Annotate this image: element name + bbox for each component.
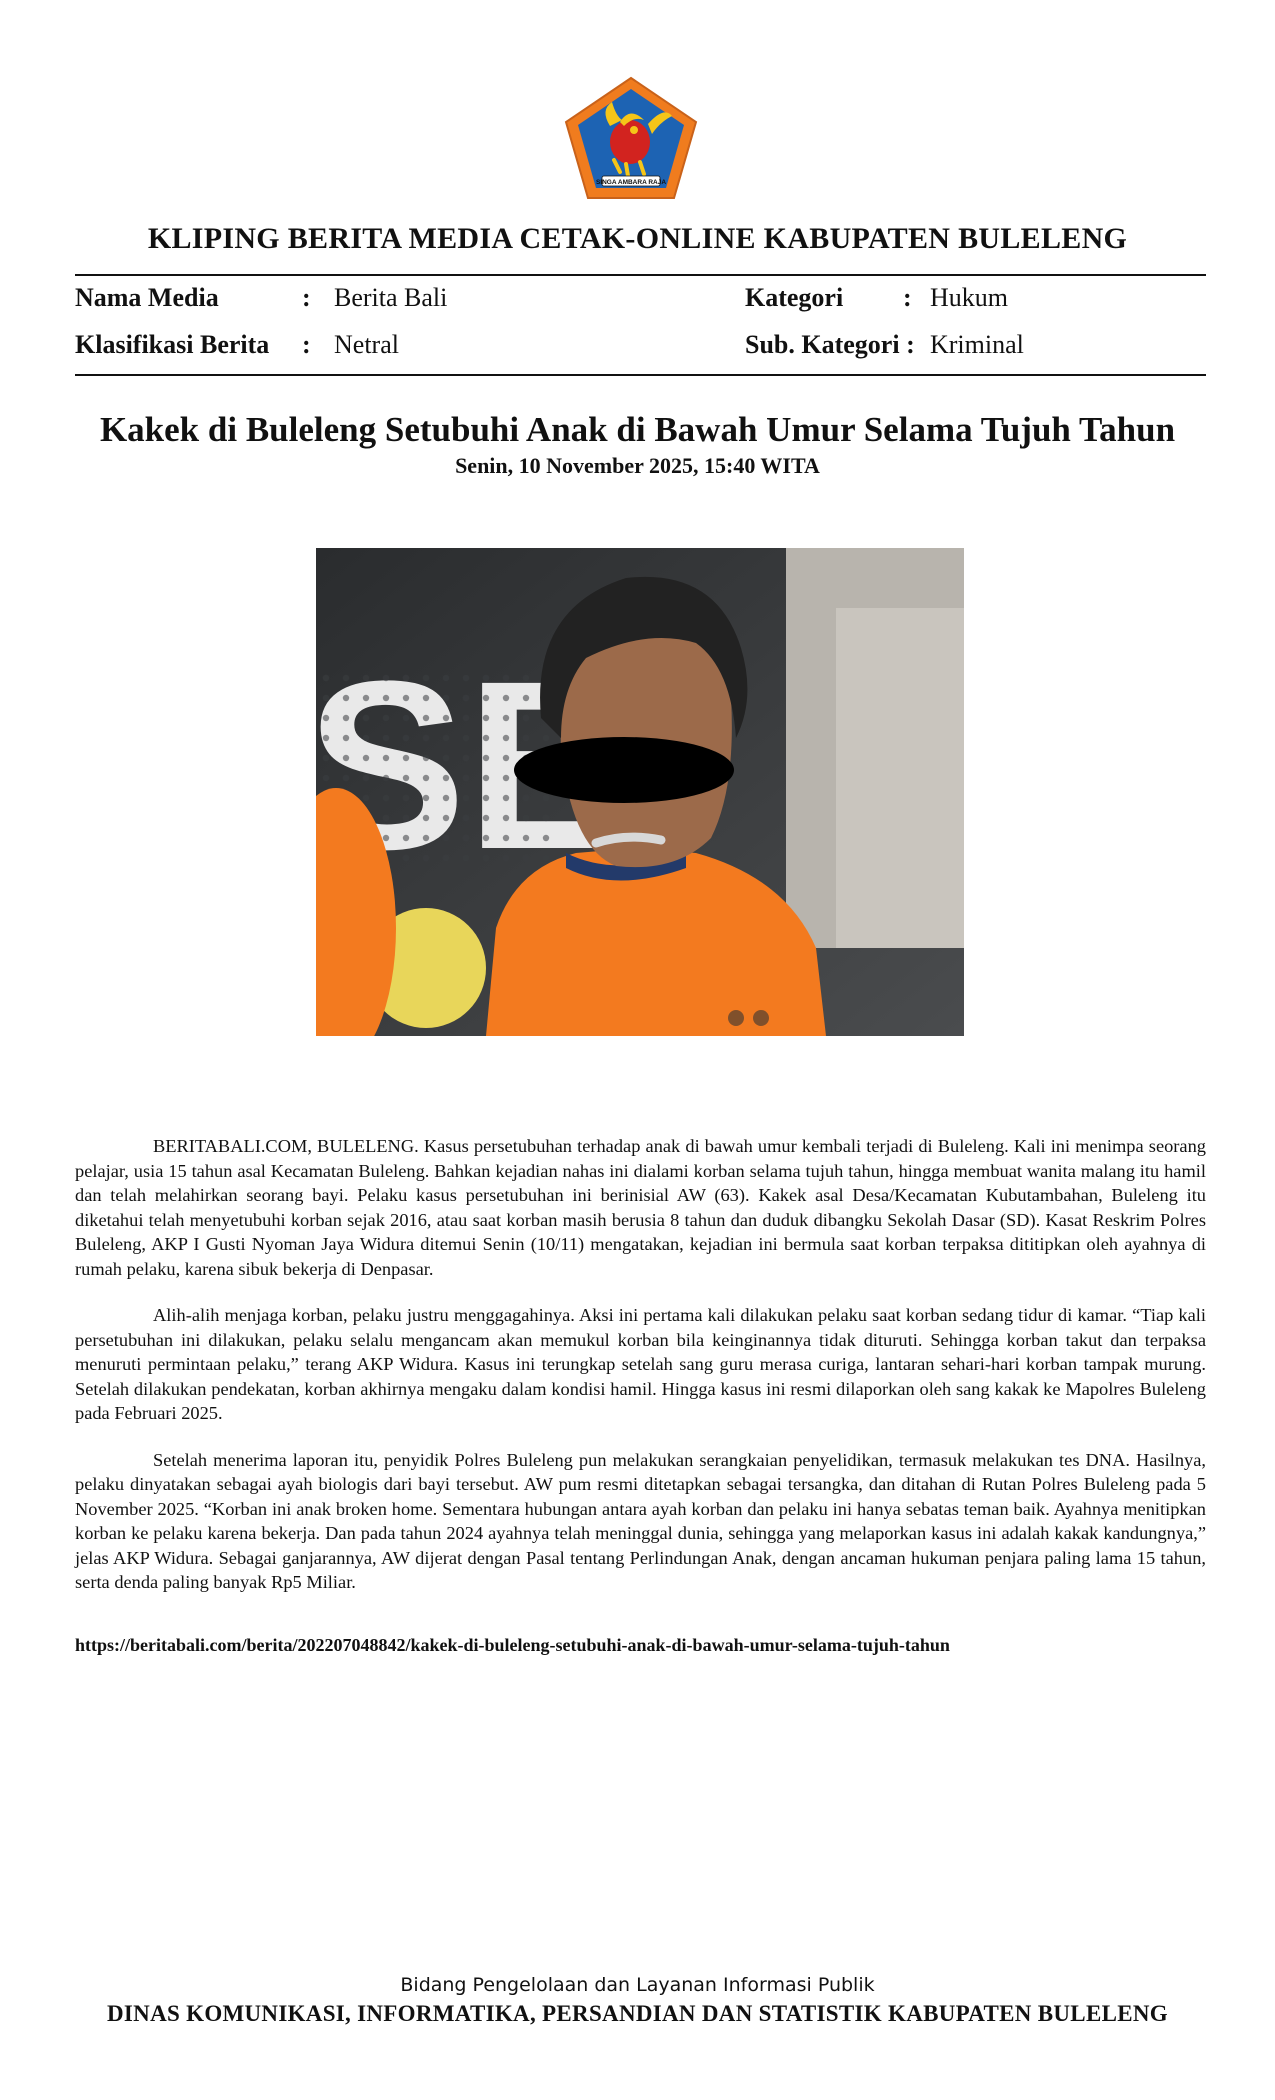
classification-label: Klasifikasi Berita — [75, 330, 270, 359]
classification-value: Netral — [334, 330, 399, 359]
article-paragraph: BERITABALI.COM, BULELENG. Kasus persetubuhan terhadap anak di bawah umur kembali terjadi di Buleleng. Kali ini menimpa seorang pelajar, usia 15 tahun asal Kecamatan Buleleng. Bahkan kejadian nahas ini dialami korban selama tujuh tahun, hingga membuat wanita malang itu hamil dan telah melahirkan seorang bayi. Pelaku kasus persetubuhan ini berinisial AW (63). Kakek asal Desa/Kecamatan Kubutambahan, Buleleng itu diketahui telah menyetubuhi korban sejak 2016, atau saat korban masih berusia 8 tahun dan duduk dibangku Sekolah Dasar (SD). Kasat Reskrim Polres Buleleng, AKP I Gusti Nyoman Jaya Widura ditemui Senin (10/11) mengatakan, kejadian ini bermula saat korban terpaksa dititipkan oleh ayahnya di rumah pelaku, karena sibuk bekerja di Denpasar. — [75, 1136, 1206, 1279]
media-value: Berita Bali — [334, 283, 448, 312]
subcategory-value: Kriminal — [930, 330, 1024, 359]
logo-motto: SINGA AMBARA RAJA — [595, 179, 667, 186]
category-label: Kategori — [745, 283, 844, 312]
face-censor-bar — [514, 737, 734, 803]
classification-colon: : — [302, 330, 311, 359]
footer-unit: Bidang Pengelolaan dan Layanan Informasi Publik — [400, 1974, 875, 1996]
article-body — [75, 1134, 1206, 1617]
article-paragraph: Setelah menerima laporan itu, penyidik Polres Buleleng pun melakukan serangkaian penyelidikan, termasuk melakukan tes DNA. Hasilnya, pelaku dinyatakan sebagai ayah biologis dari bayi tersebut. AW pum resmi ditetapkan sebagai tersangka, dan ditahan di Rutan Polres Buleleng pada 5 November 2025. “Korban ini anak broken home. Sementara hubungan antara ayah korban dan pelaku ini hanya sebatas teman baik. Ayahnya menitipkan korban ke pelaku karena bekerja. Dan pada tahun 2024 ayahnya telah meninggal dunia, sehingga yang melaporkan kasus ini adalah kakak kandungnya,” jelas AKP Widura. Sebagai ganjarannya, AW dijerat dengan Pasal tentang Perlindungan Anak, dengan ancaman hukuman penjara paling lama 15 tahun, serta denda paling banyak Rp5 Miliar. — [75, 1449, 1206, 1592]
regency-logo — [564, 76, 698, 200]
article-photo — [316, 548, 964, 1036]
article-paragraph: Alih-alih menjaga korban, pelaku justru menggagahinya. Aksi ini pertama kali dilakukan pelaku saat korban sedang tidur di kamar. “Tiap kali persetubuhan ini dilakukan, pelaku selalu mengancam akan memukul korban bila keinginannya tidak dituruti. Sehingga korban takut dan terpaksa menuruti permintaan pelaku,” terang AKP Widura. Kasus ini terungkap setelah sang guru merasa curiga, lantaran sehari-hari korban tampak murung. Setelah dilakukan pendekatan, korban akhirnya mengaku dalam kondisi hamil. Hingga kasus ini resmi dilaporkan oleh sang kakak ke Mapolres Buleleng pada Februari 2025. — [75, 1305, 1206, 1423]
article-headline: Kakek di Buleleng Setubuhi Anak di Bawah Umur Selama Tujuh Tahun — [99, 410, 1176, 449]
source-link[interactable]: https://beritabali.com/berita/202207048842/kakek-di-buleleng-setubuhi-anak-di-bawah-umur-selama-tujuh-tahun — [75, 1635, 950, 1655]
media-label: Nama Media — [75, 283, 219, 312]
article-dateline: Senin, 10 November 2025, 15:40 WITA — [455, 453, 820, 478]
document-title: KLIPING BERITA MEDIA CETAK-ONLINE KABUPATEN BULELENG — [147, 222, 1128, 255]
subcategory-label: Sub. Kategori : — [745, 330, 915, 359]
category-colon: : — [903, 283, 912, 312]
category-value: Hukum — [930, 283, 1008, 312]
divider-bottom — [75, 374, 1206, 376]
footer-organization: DINAS KOMUNIKASI, INFORMATIKA, PERSANDIAN DAN STATISTIK KABUPATEN BULELENG — [107, 2001, 1168, 2026]
divider-top — [75, 274, 1206, 276]
media-colon: : — [302, 283, 311, 312]
